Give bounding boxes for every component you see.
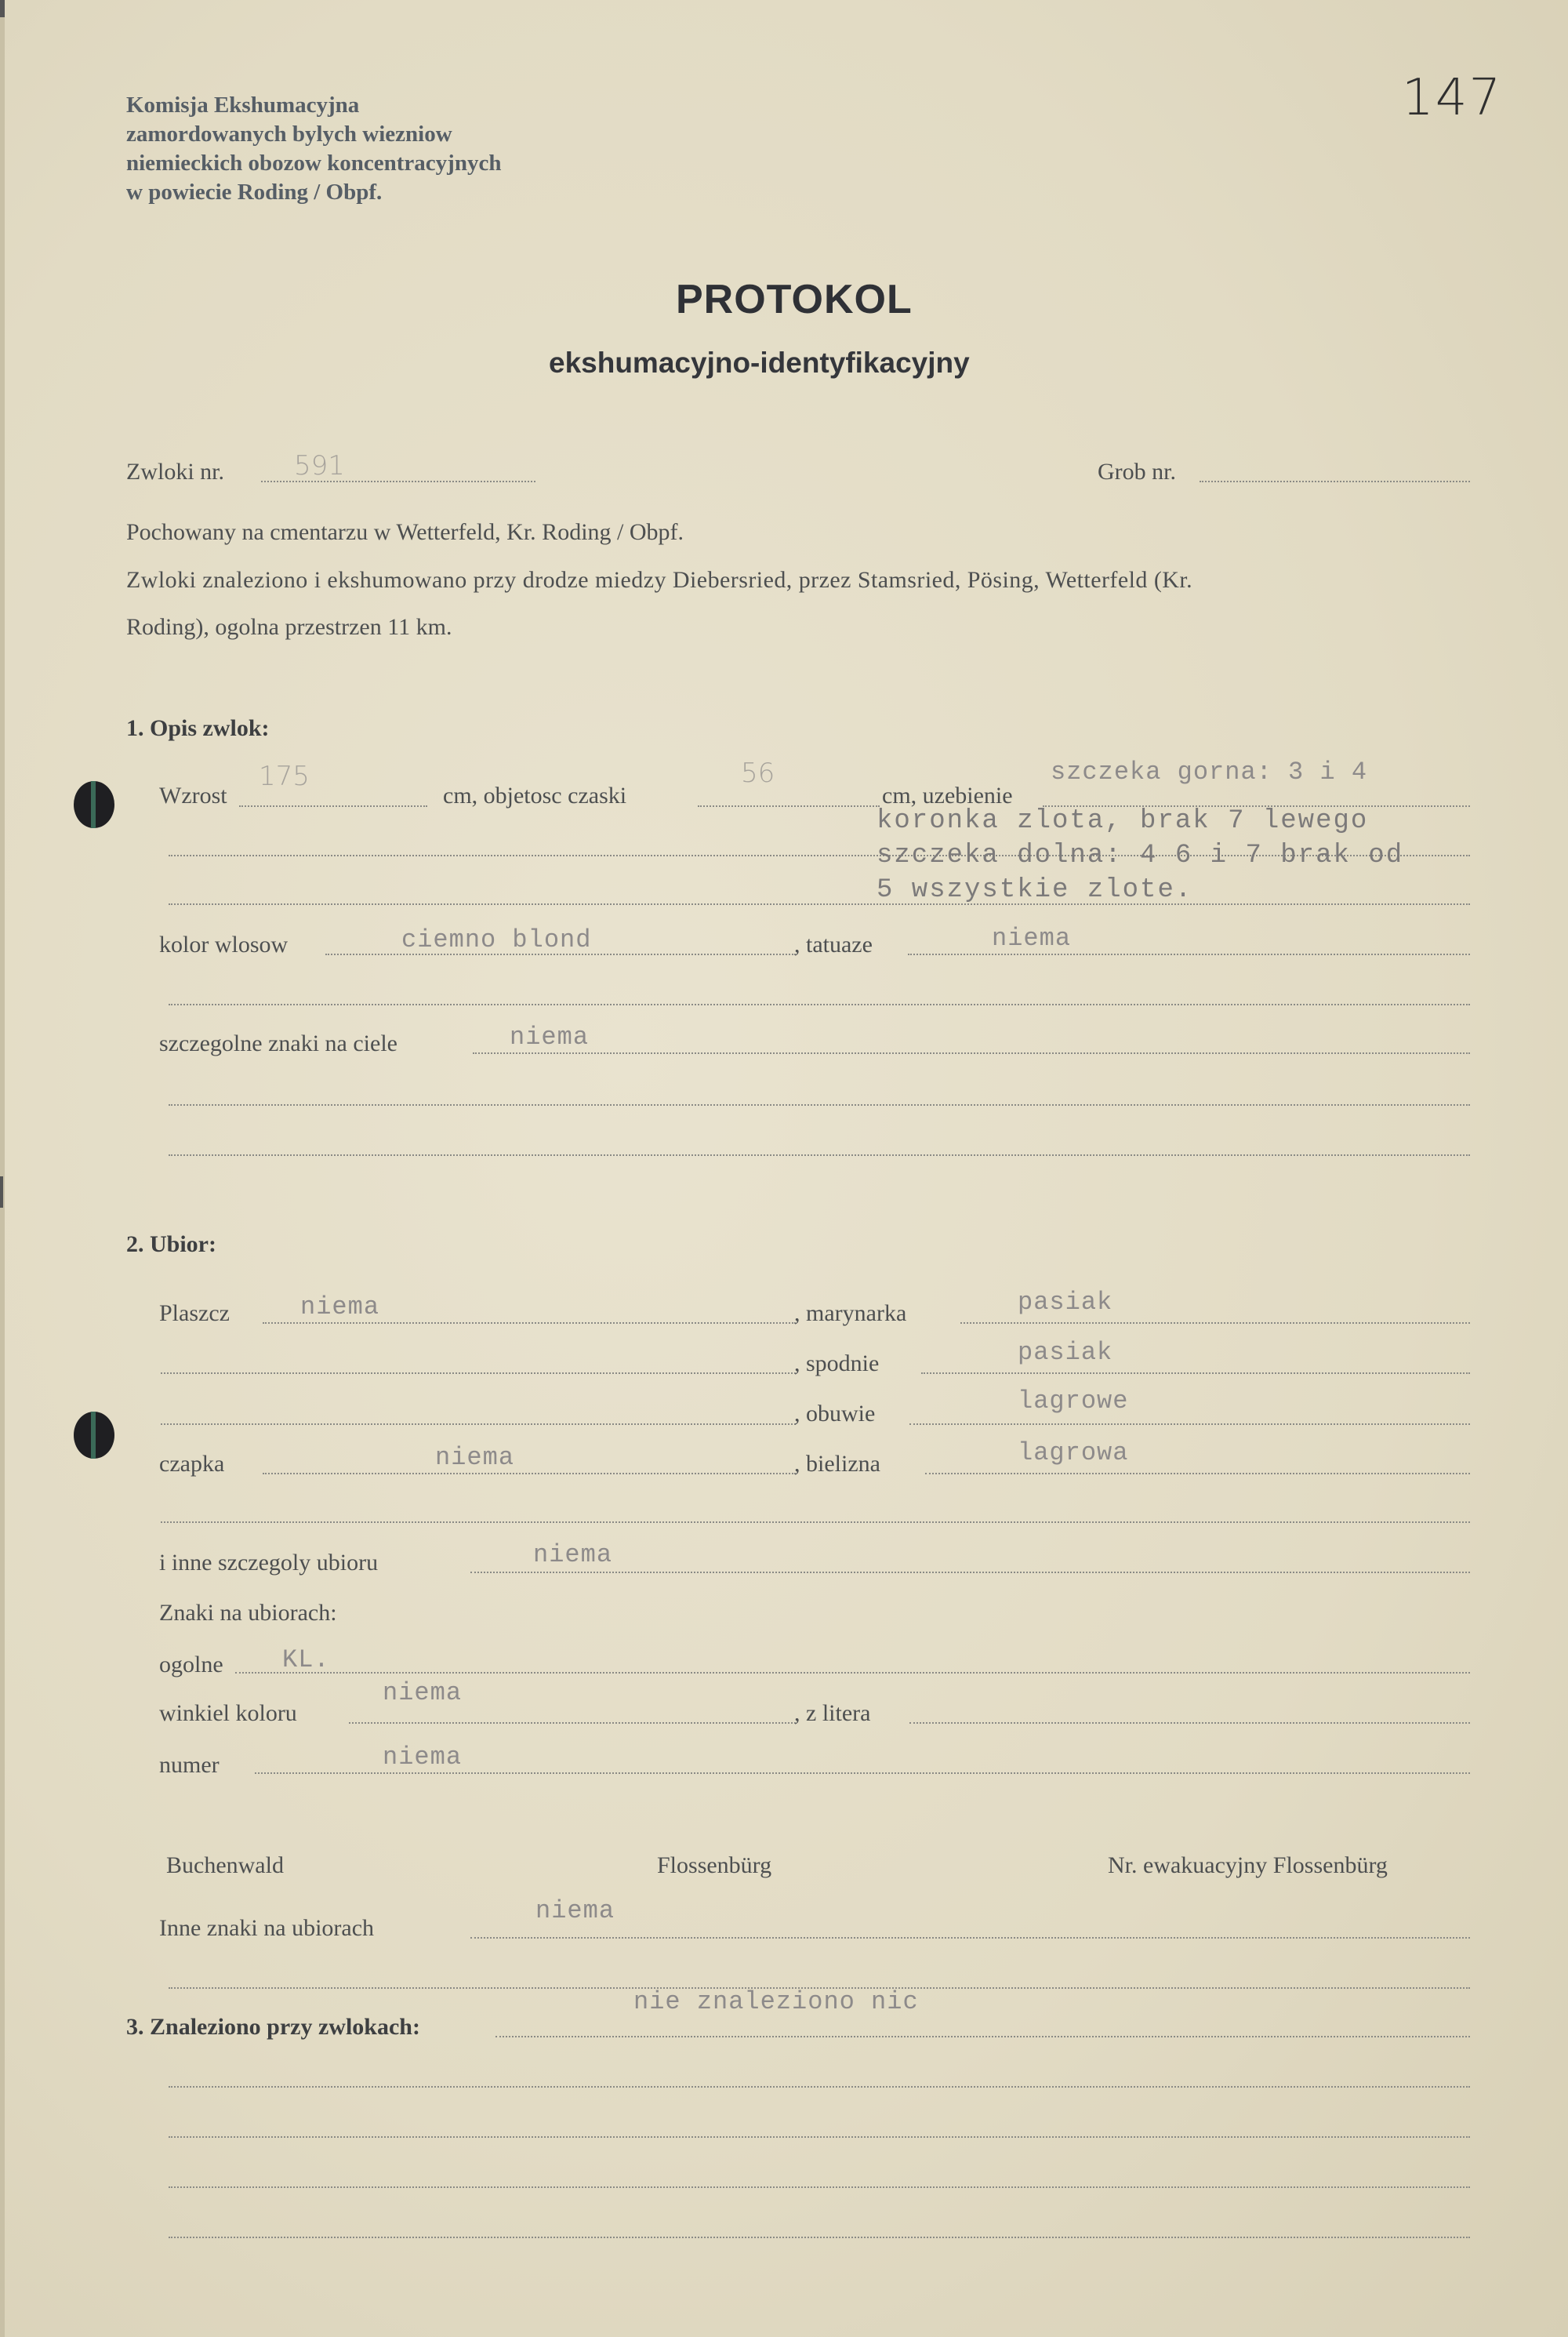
section-3-field-line xyxy=(495,2036,1470,2037)
uzebienie-line-3: szczeka dolna: 4 6 i 7 brak od xyxy=(877,841,1404,870)
section-1-number: 1. xyxy=(126,715,144,741)
punch-hole xyxy=(74,1412,114,1459)
section-1-heading xyxy=(126,715,270,742)
inne-znaki-value: niema xyxy=(535,1896,615,1925)
grob-field-line xyxy=(1200,481,1470,482)
field-line xyxy=(169,2136,1470,2138)
bielizna-field-line xyxy=(925,1473,1470,1474)
edge-mark xyxy=(0,0,5,17)
numer-value: niema xyxy=(383,1743,463,1772)
wzrost-value: 175 xyxy=(259,761,310,792)
uzebienie-line-2: koronka zlota, brak 7 lewego xyxy=(877,806,1369,836)
tatuaze-value: niema xyxy=(992,924,1072,953)
wzrost-label: Wzrost xyxy=(159,783,227,809)
intro-line-3: Roding), ogolna przestrzen 11 km. xyxy=(126,614,452,640)
bielizna-value: lagrowa xyxy=(1018,1438,1129,1467)
field-line xyxy=(161,1423,796,1425)
szczegolne-znaki-value: niema xyxy=(510,1023,590,1052)
page-number: 147 xyxy=(1402,69,1503,127)
ogolne-label: ogolne xyxy=(159,1652,223,1677)
flossenburg-label: Flossenbürg xyxy=(657,1852,772,1878)
uzebienie-line-4: 5 wszystkie zlote. xyxy=(877,875,1193,905)
field-line xyxy=(169,1154,1470,1156)
cm-czaski-label: cm, objetosc czaski xyxy=(443,783,627,809)
section-1-title: Opis zwlok: xyxy=(150,715,270,741)
winkiel-koloru-value: niema xyxy=(383,1678,463,1707)
uzebienie-line-1: szczeka gorna: 3 i 4 xyxy=(1051,758,1368,787)
czapka-label: czapka xyxy=(159,1451,225,1477)
edge-mark xyxy=(0,1176,3,1208)
intro-line-1: Pochowany na cmentarzu w Wetterfeld, Kr. Roding / Obpf. xyxy=(126,519,684,545)
czapka-value: niema xyxy=(435,1443,515,1472)
kolor-wlosow-value: ciemno blond xyxy=(401,925,592,954)
field-line xyxy=(169,2186,1470,2188)
punch-hole xyxy=(74,781,114,828)
zwloki-label: Zwloki nr. xyxy=(126,459,224,485)
org-line-4: w powiecie Roding / Obpf. xyxy=(126,180,383,205)
znaki-na-ubiorach-label: Znaki na ubiorach: xyxy=(159,1600,337,1626)
buchenwald-label: Buchenwald xyxy=(166,1852,284,1878)
tatuaze-label: , tatuaze xyxy=(794,932,873,958)
winkiel-field-line xyxy=(349,1722,796,1724)
org-line-1: Komisja Ekshumacyjna xyxy=(126,93,360,118)
plaszcz-field-line xyxy=(263,1322,796,1324)
marynarka-field-line xyxy=(960,1322,1470,1324)
org-line-2: zamordowanych bylych wiezniow xyxy=(126,122,452,147)
marynarka-label: , marynarka xyxy=(794,1300,907,1326)
z-litera-label: , z litera xyxy=(794,1700,871,1726)
field-line xyxy=(169,1004,1470,1005)
szczegolne-znaki-label: szczegolne znaki na ciele xyxy=(159,1030,397,1056)
inne-znaki-field-line xyxy=(470,1937,1470,1939)
plaszcz-value: niema xyxy=(300,1292,380,1321)
inne-szczegoly-label: i inne szczegoly ubioru xyxy=(159,1550,379,1576)
section-2-heading xyxy=(126,1231,216,1258)
section-2-number: 2. xyxy=(126,1231,144,1257)
spodnie-label: , spodnie xyxy=(794,1350,880,1376)
inne-szczegoly-value: niema xyxy=(533,1540,613,1569)
obuwie-field-line xyxy=(909,1423,1470,1425)
czapka-field-line xyxy=(263,1473,796,1474)
field-line xyxy=(169,2237,1470,2238)
section-3-value: nie znaleziono nic xyxy=(633,1987,919,2016)
field-line xyxy=(161,1521,1470,1523)
inne-szczegoly-field-line xyxy=(470,1572,1470,1573)
czaska-field-line xyxy=(698,805,880,807)
field-line xyxy=(169,903,1470,905)
field-line xyxy=(169,1104,1470,1106)
document-subtitle: ekshumacyjno-identyfikacyjny xyxy=(549,347,970,379)
cm-uzebienie-label: cm, uzebienie xyxy=(882,783,1013,809)
czaska-value: 56 xyxy=(741,758,775,789)
page-edge-shadow xyxy=(0,0,5,2337)
org-line-3: niemieckich obozow koncentracyjnych xyxy=(126,151,502,176)
winkiel-koloru-label: winkiel koloru xyxy=(159,1700,297,1726)
nr-ewakuacyjny-label: Nr. ewakuacyjny Flossenbürg xyxy=(1108,1852,1388,1878)
spodnie-field-line xyxy=(921,1372,1470,1374)
section-2-title: Ubior: xyxy=(150,1231,216,1257)
zwloki-value: 591 xyxy=(294,450,345,482)
spodnie-value: pasiak xyxy=(1018,1338,1113,1367)
obuwie-label: , obuwie xyxy=(794,1401,876,1427)
section-3-title: Znaleziono przy zwlokach: xyxy=(150,2014,420,2040)
obuwie-value: lagrowe xyxy=(1018,1387,1129,1416)
ogolne-value: KL. xyxy=(282,1645,330,1674)
document-title: PROTOKOL xyxy=(676,277,913,322)
marynarka-value: pasiak xyxy=(1018,1288,1113,1317)
numer-label: numer xyxy=(159,1752,220,1778)
tatuaze-field-line xyxy=(908,954,1470,955)
plaszcz-label: Plaszcz xyxy=(159,1300,230,1326)
bielizna-label: , bielizna xyxy=(794,1451,880,1477)
litera-field-line xyxy=(909,1722,1470,1724)
numer-field-line xyxy=(255,1772,1470,1774)
field-line xyxy=(161,1372,796,1374)
grob-label: Grob nr. xyxy=(1098,459,1176,485)
ogolne-field-line xyxy=(235,1672,1470,1674)
section-3-number: 3. xyxy=(126,2014,144,2040)
inne-znaki-label: Inne znaki na ubiorach xyxy=(159,1915,375,1941)
wzrost-field-line xyxy=(239,805,427,807)
intro-line-2: Zwloki znaleziono i ekshumowano przy drodze miedzy Diebersried, przez Stamsried, Pösing, Wetterfeld (Kr. xyxy=(126,567,1193,593)
kolor-wlosow-label: kolor wlosow xyxy=(159,932,289,958)
znaki-field-line xyxy=(473,1052,1470,1054)
section-3-heading xyxy=(126,2014,420,2041)
field-line xyxy=(169,2086,1470,2088)
